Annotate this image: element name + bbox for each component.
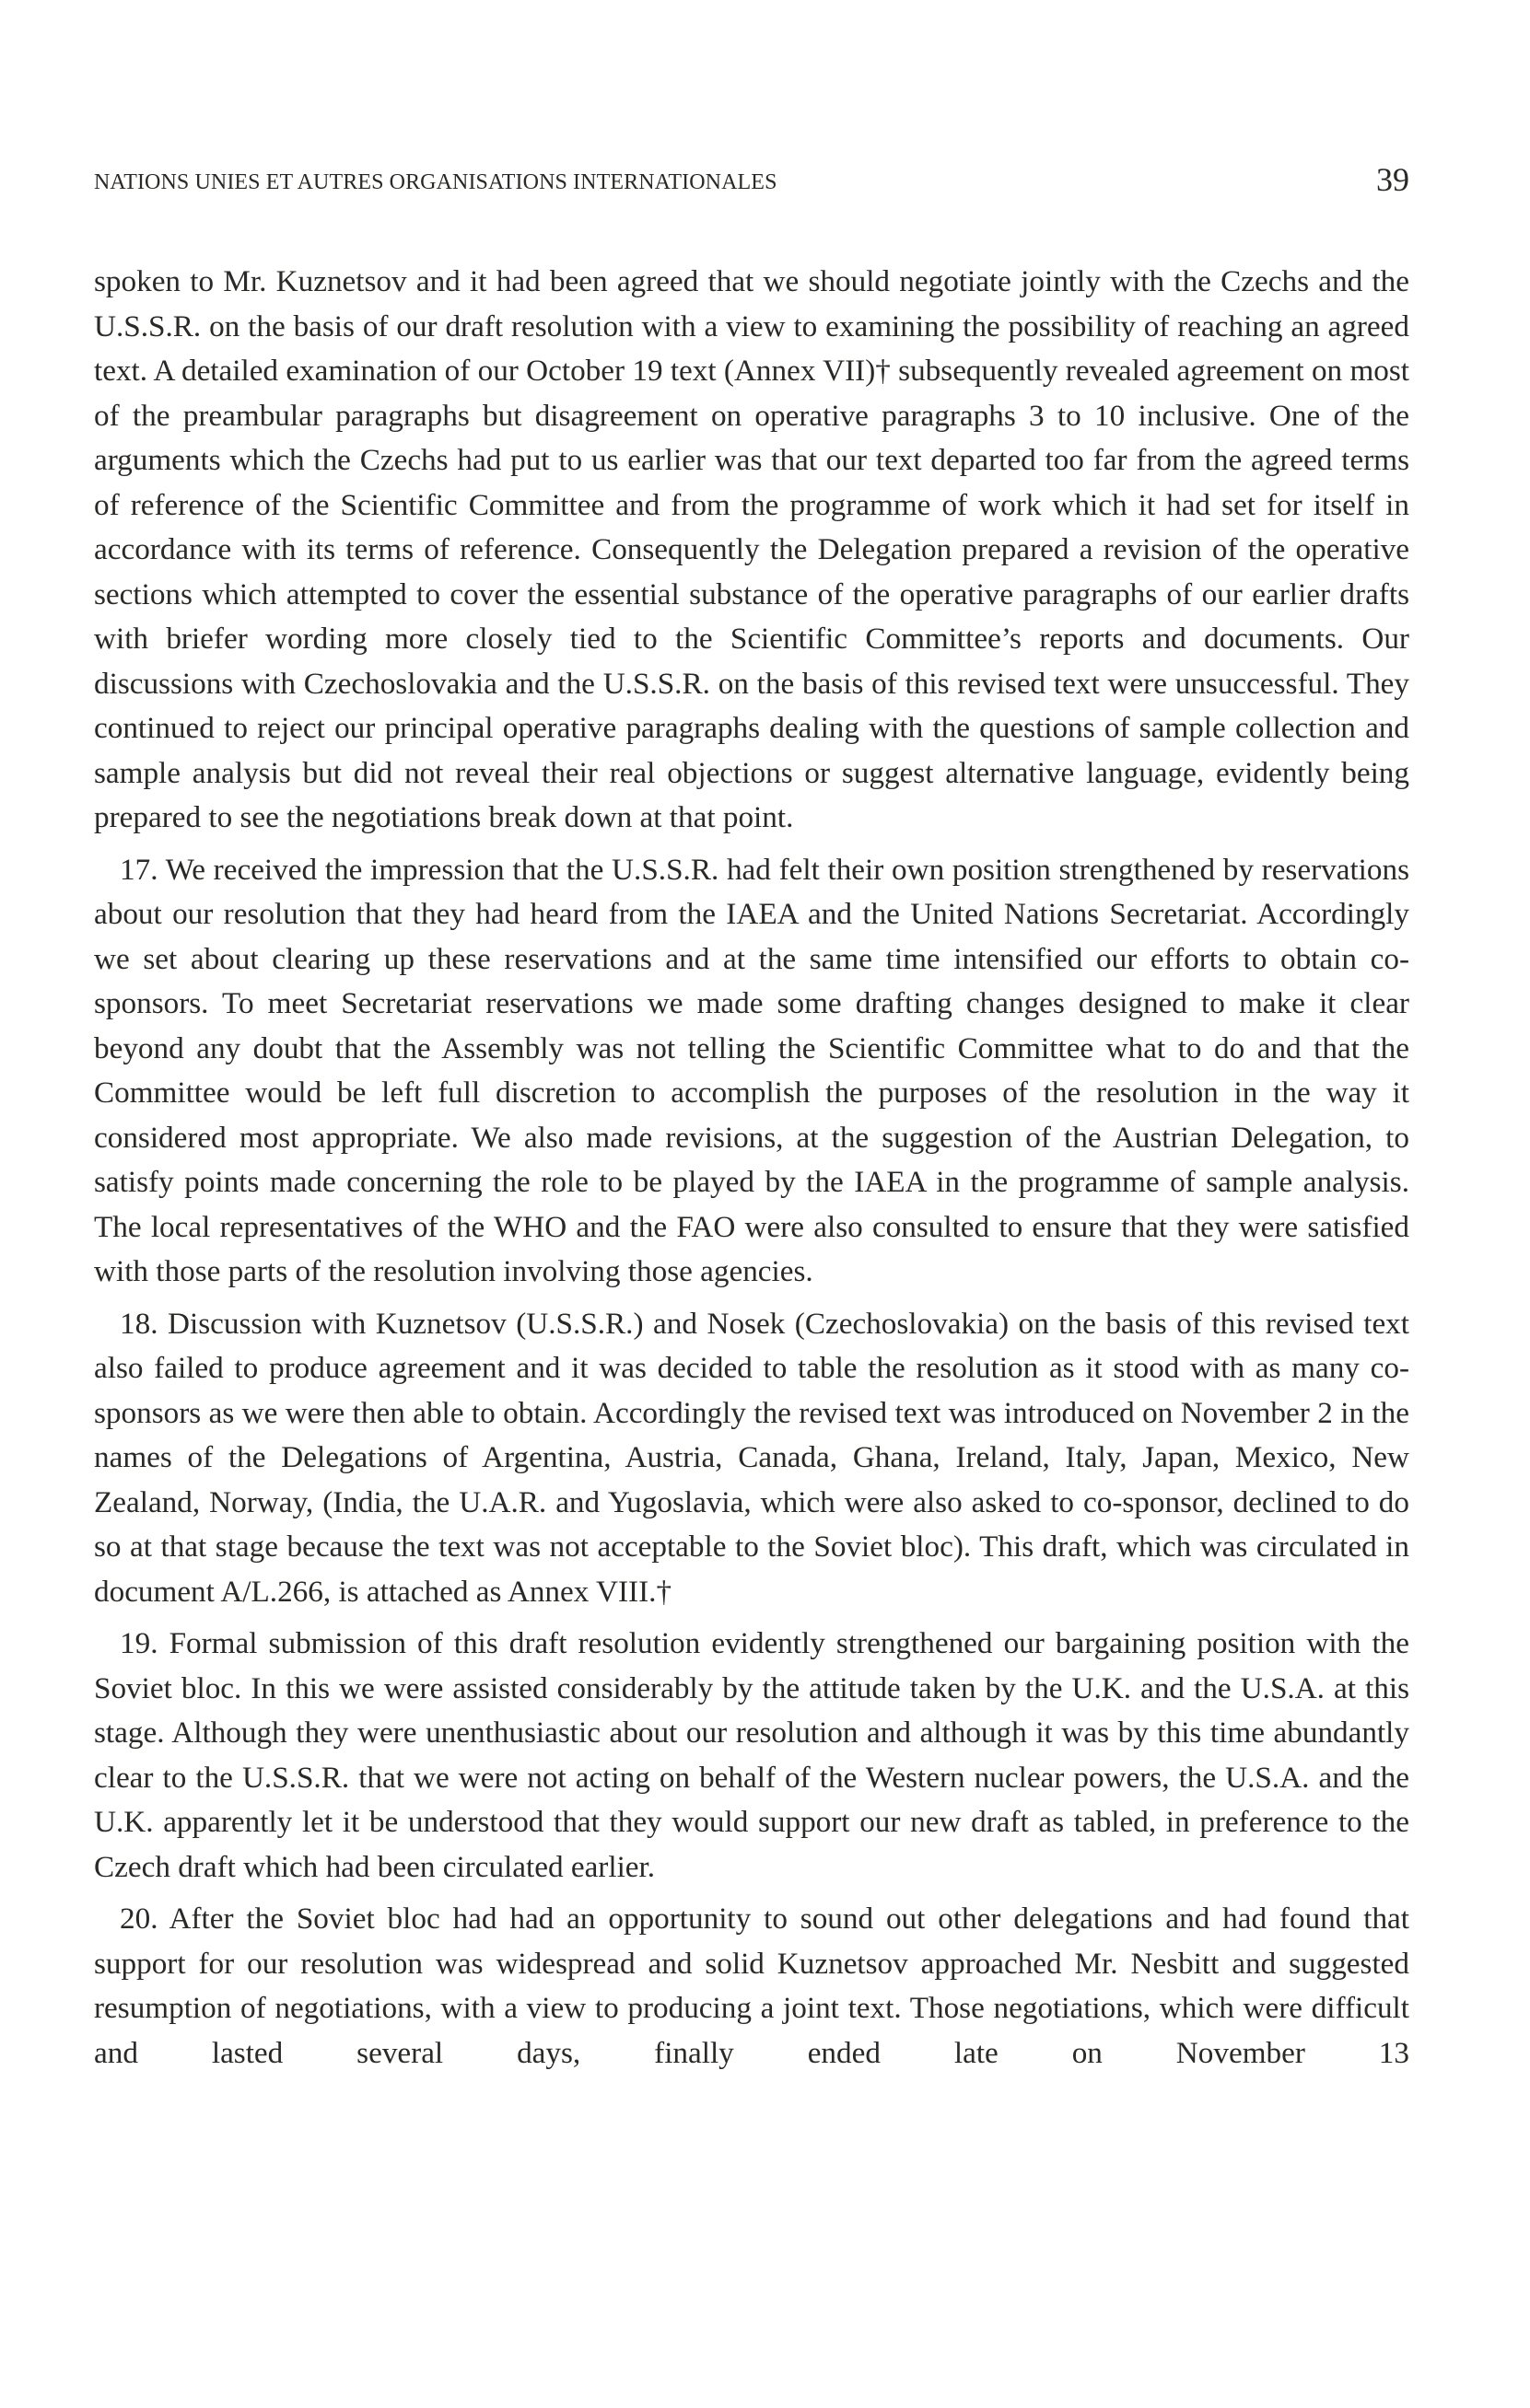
paragraph-20 <box>94 1897 1409 2076</box>
paragraph-number: 20. <box>120 1902 158 1936</box>
paragraph-19 <box>94 1622 1409 1890</box>
running-header <box>94 162 1409 199</box>
paragraph-18 <box>94 1302 1409 1615</box>
paragraph-number: 17. <box>120 852 158 887</box>
paragraph-number: 18. <box>120 1306 158 1341</box>
paragraph-number: 19. <box>120 1626 158 1660</box>
paragraph-text: Formal submission of this draft resolution evidently strengthened our bargaining position with the Soviet bloc. In this we were assisted considerably by the attitude taken by the U.K. and the U.S.A. at this stage. Although they were unenthusiastic about our resolution and although it was by this time abundantly clear to the U.S.S.R. that we were not acting on behalf of the Western nuclear powers, the U.S.A. and the U.K. apparently let it be understood that they would support our new draft as tabled, in preference to the Czech draft which had been circulated earlier. <box>94 1626 1409 1884</box>
paragraph-text: Discussion with Kuznetsov (U.S.S.R.) and Nosek (Czechoslovakia) on the basis of this revised text also failed to produce agreement and it was decided to table the resolution as it stood with as many co-sponsors as we were then able to obtain. Accordingly the revised text was introduced on November 2 in the names of the Delegations of Argentina, Austria, Canada, Ghana, Ireland, Italy, Japan, Mexico, New Zealand, Norway, (India, the U.A.R. and Yugoslavia, which were also asked to co-sponsor, declined to do so at that stage because the text was not acceptable to the Soviet bloc). This draft, which was circulated in document A/L.266, is attached as Annex VIII.† <box>94 1306 1409 1609</box>
paragraph-text: After the Soviet bloc had had an opportunity to sound out other delegations and had found that support for our resolution was widespread and solid Kuznetsov approached Mr. Nesbitt and suggested resumption of negotiations, with a view to producing a joint text. Those negotiations, which were difficult and lasted several days, finally ended late on November 13 <box>94 1902 1409 2070</box>
paragraph-text: spoken to Mr. Kuznetsov and it had been agreed that we should negotiate jointly with the Czechs and the U.S.S.R. on the basis of our draft resolution with a view to examining the possibility of reaching an agreed text. A detailed examination of our October 19 text (Annex VII)† subsequently revealed agreement on most of the preambular paragraphs but disagreement on operative paragraphs 3 to 10 inclusive. One of the arguments which the Czechs had put to us earlier was that our text departed too far from the agreed terms of reference of the Scientific Committee and from the programme of work which it had set for itself in accordance with its terms of reference. Consequently the Delegation prepared a revision of the operative sections which attempted to cover the essential substance of the operative paragraphs of our earlier drafts with briefer wording more closely tied to the Scientific Committee’s reports and documents. Our discussions with Czechoslovakia and the U.S.S.R. on the basis of this revised text were unsuccessful. They continued to reject our principal operative paragraphs dealing with the questions of sample collection and sample analysis but did not reveal their real objections or suggest alternative language, evidently being prepared to see the negotiations break down at that point. <box>94 264 1409 834</box>
paragraph-17 <box>94 848 1409 1295</box>
page-number: 39 <box>1376 161 1409 198</box>
paragraph-16-continuation <box>94 260 1409 841</box>
paragraph-text: We received the impression that the U.S.S.R. had felt their own position strengthened by reservations about our resolution that they had heard from the IAEA and the United Nations Secretariat. Accordingly we set about clearing up these reservations and at the same time intensified our efforts to obtain co-sponsors. To meet Secretariat reservations we made some drafting changes designed to make it clear beyond any doubt that the Assembly was not telling the Scientific Committee what to do and that the Committee would be left full discretion to accomplish the purposes of the resolution in the way it considered most appropriate. We also made revisions, at the suggestion of the Austrian Delegation, to satisfy points made concerning the role to be played by the IAEA in the programme of sample analysis. The local representatives of the WHO and the FAO were also consulted to ensure that they were satisfied with those parts of the resolution involving those agencies. <box>94 852 1409 1288</box>
body-text <box>94 260 1409 2083</box>
running-header-title: NATIONS UNIES ET AUTRES ORGANISATIONS INTERNATIONALES <box>94 170 777 194</box>
